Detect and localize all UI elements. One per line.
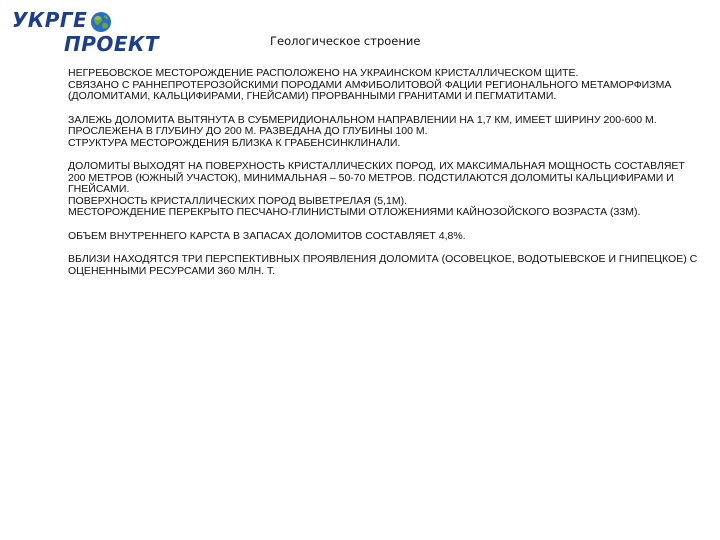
paragraph-location: НЕГРЕБОВСКОЕ МЕСТОРОЖДЕНИЕ РАСПОЛОЖЕНО НА УКРАИНСКОМ КРИСТАЛЛИЧЕСКОМ ЩИТЕ. <box>68 67 579 79</box>
logo-text-line2: ПРОЕКТ <box>64 32 160 56</box>
paragraph-structure: СТРУКТУРА МЕСТОРОЖДЕНИЯ БЛИЗКА К ГРАБЕНСИНКЛИНАЛИ. <box>68 136 401 149</box>
globe-icon <box>90 11 112 33</box>
paragraph-overburden: МЕСТОРОЖДЕНИЕ ПЕРЕКРЫТО ПЕСЧАНО-ГЛИНИСТЫМИ ОТЛОЖЕНИЯМИ КАЙНОЗОЙСКОГО ВОЗРАСТА (33М). <box>68 206 641 218</box>
paragraph-thickness: ДОЛОМИТЫ ВЫХОДЯТ НА ПОВЕРХНОСТЬ КРИСТАЛЛИЧЕСКИХ ПОРОД, ИХ МАКСИМАЛЬНАЯ МОЩНОСТЬ СОСТАВЛЯЕТ 200 МЕТРОВ (ЮЖНЫЙ УЧАСТОК), МИНИМАЛЬНАЯ – 50-70 МЕТРОВ. ПОДСТИЛАЮТСЯ ДОЛОМИТЫ КАЛЬЦИФИРАМИ И ГНЕЙСАМИ. <box>68 160 685 195</box>
logo-text-line1: УКРГЕ <box>12 8 88 32</box>
paragraph-karst: ОБЪЕМ ВНУТРЕННЕГО КАРСТА В ЗАПАСАХ ДОЛОМИТОВ СОСТАВЛЯЕТ 4,8%. <box>68 229 466 242</box>
paragraph-deposit-size: ЗАЛЕЖЬ ДОЛОМИТА ВЫТЯНУТА В СУБМЕРИДИОНАЛЬНОМ НАПРАВЛЕНИИ НА 1,7 КМ, ИМЕЕТ ШИРИНУ 200-600 М. ПРОСЛЕЖЕНА В ГЛУБИНУ ДО 200 М. РАЗВЕДАНА ДО ГЛУБИНЫ 100 М. <box>68 113 657 137</box>
paragraph-prospects: ВБЛИЗИ НАХОДЯТСЯ ТРИ ПЕРСПЕКТИВНЫХ ПРОЯВЛЕНИЯ ДОЛОМИТА (ОСОВЕЦКОЕ, ВОДОТЫЕВСКОЕ И ГНИПЕЦКОЕ) С ОЦЕНЕННЫМИ РЕСУРСАМИ 360 МЛН. Т. <box>68 253 698 277</box>
company-logo <box>8 6 168 58</box>
paragraph-rocks: СВЯЗАНО С РАННЕПРОТЕРОЗОЙСКИМИ ПОРОДАМИ АМФИБОЛИТОВОЙ ФАЦИИ РЕГИОНАЛЬНОГО МЕТАМОРФИЗМА (ДОЛОМИТАМИ, КАЛЬЦИФИРАМИ, ГНЕЙСАМИ) ПРОРВАННЫМИ ГРАНИТАМИ И ПЕГМАТИТАМИ. <box>68 78 672 102</box>
content-body <box>68 68 698 277</box>
paragraph-weathered-surface: ПОВЕРХНОСТЬ КРИСТАЛЛИЧЕСКИХ ПОРОД ВЫВЕТРЕЛАЯ (5,1М). <box>68 194 407 207</box>
slide-title: Геологическое строение <box>270 34 421 48</box>
